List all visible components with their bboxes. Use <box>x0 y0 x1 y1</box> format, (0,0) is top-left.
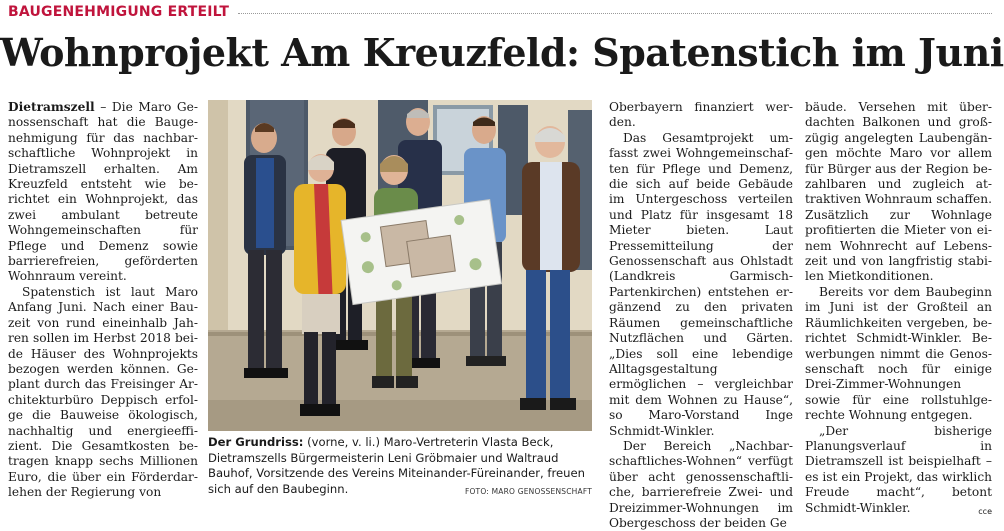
article-column-1 <box>8 100 198 501</box>
article-column-4 <box>805 100 992 519</box>
paragraph-text: – Die Maro Genossenschaft hat die Baugenehmigung für das nachbarschaftliche Wohnprojekt in Dietramszell erhalten. Am Kreuzfeld entsteht wie berichtet ein Wohnprojekt, das zwei ambulant betreute Wohngemeinschaften für Pflege und Demenz sowie barrierefreien, geförderten Wohnraum vereint. <box>8 100 198 284</box>
paragraph: Spatenstich ist laut Maro Anfang Juni. Nach einer Bauzeit von rund eineinhalb Jahren sollen im Herbst 2018 beide Häuser des Wohnprojekts bezogen werden können. Geplant durch das Freisinger Architekturbüro Deppisch erfolge die Bauweise ökologisch, nachhaltig und energieeffizient. Die Gesamtkosten betragen knapp sechs Millionen Euro, die über ein Förderdarlehen der Regierung von <box>8 284 198 500</box>
headline: Wohnprojekt Am Kreuzfeld: Spatenstich im Juni <box>0 30 1004 75</box>
paragraph: bäude. Versehen mit überdachten Balkonen und großzügig angelegten Laubengängen möchte Maro vor allem für Bürger aus der Region bezahlbaren und zugleich attraktiven Wohnraum schaffen. Zusätzlich zur Wohnlage profitierten die Mieter von einem Wohnrecht auf Lebenszeit und von langfristig stabilen Mietkonditionen. <box>805 100 992 284</box>
author-initials: cce <box>978 506 992 516</box>
news-photo <box>208 100 592 431</box>
rubric-label: BAUGENEHMIGUNG ERTEILT <box>8 4 230 20</box>
paragraph: „Der bisherige Planungsverlauf in Dietramszell ist beispielhaft – es ist ein Projekt, das wirklich Freude macht“, betont Schmidt-Winkler. <box>805 423 992 515</box>
caption-lead: Der Grundriss: <box>208 435 304 449</box>
article-column-3 <box>609 100 793 531</box>
paragraph: Der Bereich „Nachbarschaftliches-Wohnen“ verfügt über acht genossenschaftliche, barrierefreie Zwei- und Dreizimmer-Wohnungen im Obergeschoss der beiden Ge <box>609 438 793 530</box>
dateline: Dietramszell <box>8 100 95 114</box>
paragraph <box>8 100 198 285</box>
caption-text: (vorne, v. li.) Maro-Vertreterin Vlasta Beck, Dietramszells Bürgermeisterin Leni Gröbmaier und Waltraud Bauhof, Vorsitzende des Vereins Miteinander-Füreinander, freuen sich auf den Baubeginn. <box>208 435 585 496</box>
paragraph: Das Gesamtprojekt umfasst zwei Wohngemeinschaften für Pflege und Demenz, die sich auf beide Gebäude im Untergeschoss verteilen und Platz für insgesamt 18 Mieter bieten. Laut Pressemitteilung der Genossenschaft aus Ohlstadt (Landkreis Garmisch-Partenkirchen) entstehen ergänzend zu den privaten Räumen gemeinschaftliche Nutzflächen und Gärten. „Dies soll eine lebendige Alltagsgestaltung ermöglichen – vergleichbar mit dem Wohnen zu Hause“, so Maro-Vorstand Inge Schmidt-Winkler. <box>609 130 793 438</box>
photo-credit: FOTO: MARO GENOSSENSCHAFT <box>464 487 592 496</box>
group-photo-illustration <box>208 100 592 431</box>
rubric-divider <box>238 13 992 14</box>
paragraph: Oberbayern finanziert werden. <box>609 100 793 130</box>
paragraph: Bereits vor dem Baubeginn im Juni ist der Großteil an Räumlichkeiten vergeben, berichtet Schmidt-Winkler. Bewerbungen nimmt die Genossenschaft noch für einige Drei-Zimmer-Wohnungen sowie für eine rollstuhlgerechte Wohnung entgegen. <box>805 284 992 423</box>
